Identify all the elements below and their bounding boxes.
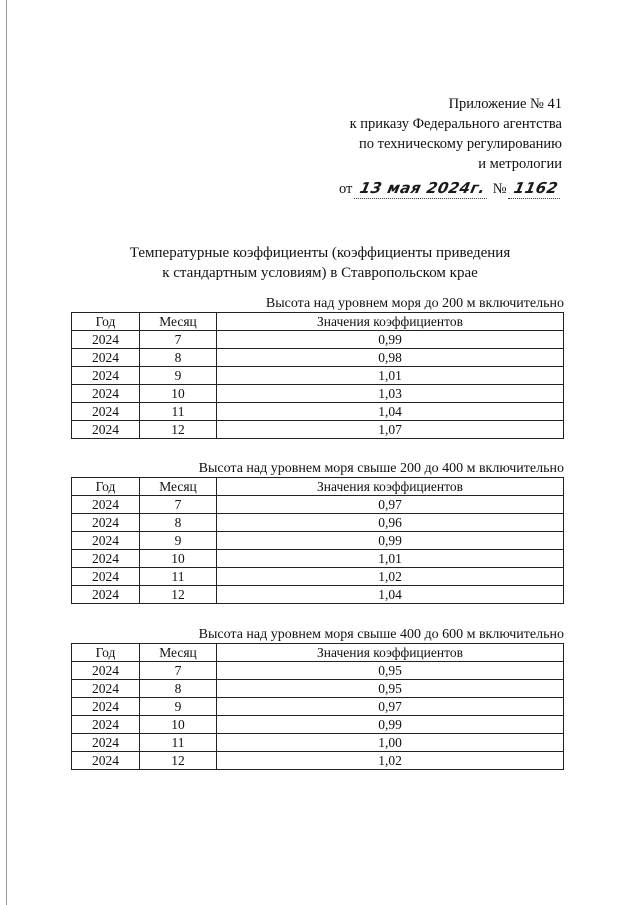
handwritten-order-number: 1162: [508, 178, 564, 199]
table-row: [72, 716, 564, 734]
appendix-number: Приложение № 41: [448, 96, 562, 112]
cell-year: 2024: [72, 680, 140, 698]
cell-value: 1,01: [217, 367, 564, 385]
cell-month: 11: [140, 568, 217, 586]
cell-year: 2024: [72, 385, 140, 403]
cell-value: 0,99: [217, 331, 564, 349]
cell-year: 2024: [72, 734, 140, 752]
table-row: [72, 752, 564, 770]
coefficients-table: [71, 477, 564, 604]
cell-value: 1,04: [217, 586, 564, 604]
title-line-2: к стандартным условиям) в Ставропольском крае: [162, 265, 478, 281]
order-number-label: №: [492, 181, 507, 197]
table-header-row: [72, 313, 564, 331]
cell-value: 1,03: [217, 385, 564, 403]
section-caption: Высота над уровнем моря до 200 м включительно: [265, 296, 564, 311]
cell-month: 12: [140, 752, 217, 770]
column-header-year: Год: [72, 644, 140, 662]
cell-value: 0,96: [217, 514, 564, 532]
cell-year: 2024: [72, 550, 140, 568]
column-header-year: Год: [72, 313, 140, 331]
cell-year: 2024: [72, 698, 140, 716]
cell-value: 1,07: [217, 421, 564, 439]
order-from-label: от: [339, 181, 353, 197]
cell-year: 2024: [72, 514, 140, 532]
column-header-year: Год: [72, 478, 140, 496]
order-date-line: [339, 178, 562, 200]
cell-value: 0,95: [217, 680, 564, 698]
cell-value: 1,00: [217, 734, 564, 752]
cell-month: 7: [140, 662, 217, 680]
table-row: [72, 421, 564, 439]
cell-month: 10: [140, 385, 217, 403]
coefficients-table: [71, 312, 564, 439]
title-line-1: Температурные коэффициенты (коэффициенты приведения: [129, 245, 511, 261]
cell-month: 11: [140, 403, 217, 421]
table-row: [72, 586, 564, 604]
handwritten-order-date: 13 мая 2024г.: [354, 178, 492, 199]
table-row: [72, 532, 564, 550]
section-caption: Высота над уровнем моря свыше 200 до 400 м включительно: [198, 461, 564, 476]
table-header-row: [72, 478, 564, 496]
cell-year: 2024: [72, 367, 140, 385]
table-row: [72, 568, 564, 586]
table-row: [72, 385, 564, 403]
coefficients-table: [71, 643, 564, 770]
cell-value: 1,02: [217, 752, 564, 770]
altitude-section-1: [71, 295, 564, 439]
altitude-section-3: [71, 626, 564, 770]
cell-year: 2024: [72, 496, 140, 514]
cell-value: 0,95: [217, 662, 564, 680]
table-row: [72, 734, 564, 752]
cell-value: 0,97: [217, 496, 564, 514]
cell-year: 2024: [72, 349, 140, 367]
cell-year: 2024: [72, 532, 140, 550]
cell-month: 7: [140, 496, 217, 514]
table-row: [72, 496, 564, 514]
cell-value: 0,99: [217, 716, 564, 734]
cell-value: 1,04: [217, 403, 564, 421]
cell-month: 12: [140, 586, 217, 604]
cell-month: 10: [140, 550, 217, 568]
cell-value: 1,02: [217, 568, 564, 586]
column-header-value: Значения коэффициентов: [217, 478, 564, 496]
cell-value: 0,98: [217, 349, 564, 367]
cell-month: 8: [140, 680, 217, 698]
cell-year: 2024: [72, 568, 140, 586]
table-row: [72, 550, 564, 568]
cell-month: 8: [140, 349, 217, 367]
cell-year: 2024: [72, 716, 140, 734]
cell-month: 10: [140, 716, 217, 734]
table-row: [72, 349, 564, 367]
altitude-section-2: [71, 460, 564, 604]
cell-year: 2024: [72, 403, 140, 421]
cell-month: 9: [140, 698, 217, 716]
cell-year: 2024: [72, 421, 140, 439]
cell-value: 0,97: [217, 698, 564, 716]
cell-year: 2024: [72, 586, 140, 604]
cell-year: 2024: [72, 662, 140, 680]
table-row: [72, 367, 564, 385]
cell-month: 9: [140, 532, 217, 550]
cell-month: 7: [140, 331, 217, 349]
agency-line-end: и метрологии: [478, 156, 562, 172]
table-row: [72, 331, 564, 349]
table-row: [72, 662, 564, 680]
table-row: [72, 514, 564, 532]
table-row: [72, 403, 564, 421]
appendix-header: [339, 94, 562, 200]
column-header-month: Месяц: [140, 478, 217, 496]
column-header-value: Значения коэффициентов: [217, 644, 564, 662]
column-header-value: Значения коэффициентов: [217, 313, 564, 331]
order-reference-line: к приказу Федерального агентства: [349, 116, 562, 132]
cell-month: 11: [140, 734, 217, 752]
page-edge-line: [6, 0, 7, 905]
cell-year: 2024: [72, 752, 140, 770]
cell-value: 0,99: [217, 532, 564, 550]
table-row: [72, 680, 564, 698]
section-caption: Высота над уровнем моря свыше 400 до 600 м включительно: [198, 627, 564, 642]
cell-month: 8: [140, 514, 217, 532]
document-title: [0, 243, 640, 283]
table-row: [72, 698, 564, 716]
table-header-row: [72, 644, 564, 662]
cell-month: 12: [140, 421, 217, 439]
column-header-month: Месяц: [140, 644, 217, 662]
column-header-month: Месяц: [140, 313, 217, 331]
cell-year: 2024: [72, 331, 140, 349]
cell-month: 9: [140, 367, 217, 385]
cell-value: 1,01: [217, 550, 564, 568]
agency-line: по техническому регулированию: [358, 136, 562, 152]
